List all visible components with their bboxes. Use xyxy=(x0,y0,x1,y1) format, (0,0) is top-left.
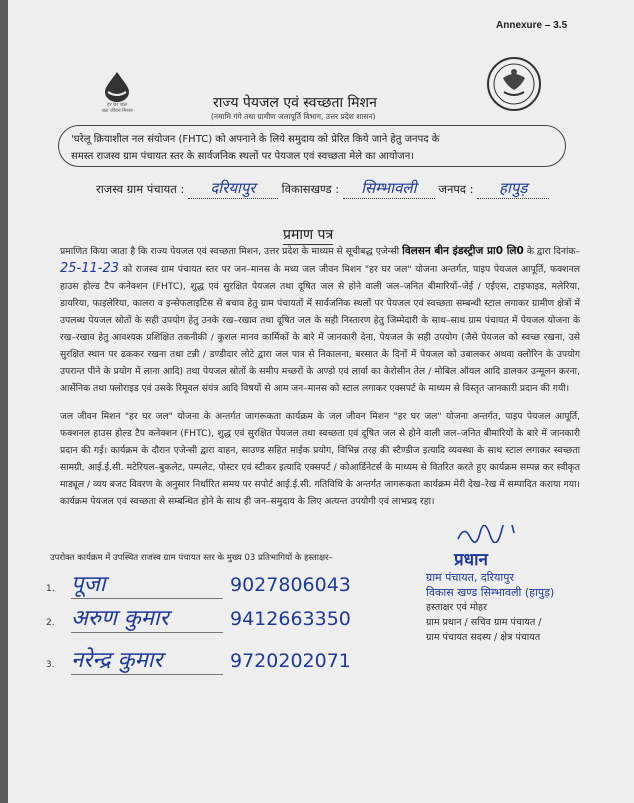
participant-phone: 9027806043 xyxy=(230,574,351,596)
stamp-title: प्रधान xyxy=(454,550,488,570)
participant-number: 2. xyxy=(46,618,55,628)
stamp-line-1: ग्राम पंचायत, दरियापुर xyxy=(426,571,515,584)
location-row xyxy=(96,178,549,199)
participant-row xyxy=(46,644,351,675)
signatory-block xyxy=(426,600,542,645)
participant-number: 1. xyxy=(46,584,55,594)
mission-subtitle: (नमामि गंगे तथा ग्रामीण जलापूर्ति विभाग, उत्तर प्रदेश शासन) xyxy=(211,112,376,121)
participant-name: पूजा xyxy=(71,568,223,599)
agency-name: विलसन बीन इंडस्ट्रीज प्रा0 लि0 xyxy=(402,245,524,257)
paragraph-1-intro: प्रमाणित किया जाता है कि राज्य पेयजल एवं स्वच्छता मिशन, उत्तर प्रदेश के माध्यम से सूचीबद्ध एजेन्सी xyxy=(60,246,400,257)
participants-heading: उपरोक्त कार्यक्रम में उपस्थित राजस्व ग्राम पंचायत स्तर के मुख्य 03 प्रतिभागियों के हस्ताक्षर– xyxy=(50,553,333,563)
participant-name: अरुण कुमार xyxy=(71,602,223,633)
campaign-line-2: समस्त राजस्व ग्राम पंचायत स्तर के सार्वजनिक स्थलों पर पेयजल एवं स्वच्छता मेले का आयोजन। xyxy=(71,151,415,162)
participant-row xyxy=(46,602,351,633)
district-label: जनपद : xyxy=(438,182,474,196)
participant-phone: 9720202071 xyxy=(230,650,351,672)
participant-number: 3. xyxy=(46,660,55,670)
gram-panchayat-label: राजस्व ग्राम पंचायत : xyxy=(96,182,185,196)
up-government-emblem xyxy=(486,56,542,116)
signatory-line-1: हस्ताक्षर एवं मोहर xyxy=(426,602,487,613)
jal-jeevan-mission-logo xyxy=(88,70,146,114)
certificate-page xyxy=(8,0,634,803)
mission-title: राज्य पेयजल एवं स्वच्छता मिशन xyxy=(213,95,377,111)
paragraph-1-date-label: के द्वारा दिनांक– xyxy=(526,246,581,257)
certificate-paragraph-1 xyxy=(60,243,580,397)
event-date: 25-11-23 xyxy=(60,261,120,276)
participant-name: नरेन्द्र कुमार xyxy=(71,644,223,675)
district-value: हापुड़ xyxy=(477,178,549,199)
water-drop-icon xyxy=(100,70,134,102)
signatory-line-2: ग्राम प्रधान / सचिव ग्राम पंचायत / xyxy=(426,617,542,628)
stamp-line-2: विकास खण्ड सिम्भावली (हापुड़) xyxy=(426,586,555,599)
gram-panchayat-value: दरियापुर xyxy=(188,178,278,199)
annexure-label: Annexure – 3.5 xyxy=(496,20,568,31)
logo-caption-1: हर घर जल xyxy=(107,102,127,108)
signatory-line-3: ग्राम पंचायत सदस्य / क्षेत्र पंचायत xyxy=(426,632,541,643)
block-value: सिम्भावली xyxy=(343,178,435,199)
participant-row xyxy=(46,568,351,599)
pradhan-signature-icon xyxy=(456,525,516,543)
logo-caption-2: जल जीवन मिशन xyxy=(101,108,133,114)
campaign-line-1: 'घरेलू क्रियाशील नल संयोजन (FHTC) को अपनाने के लिये समुदाय को प्रेरित किये जाने हेतु जनपद के xyxy=(71,134,440,145)
certificate-paragraph-2: जल जीवन मिशन "हर घर जल" योजना के अन्तर्गत जागरूकता कार्यक्रम के जल जीवन मिशन "हर घर जल" योजना अन्तर्गत, पाइप पेयजल आपूर्ति, फक्शनल हाउस होल्ड टैप कनेक्शन (FHTC), शुद्ध एवं सुरक्षित पेयजल तथा स्वच्छता एवं दूषित जल से होने वाली जल–जनित बीमारियों के बारे में जानकारी प्रदान की गई। कार्यक्रम के दौरान एजेन्सी द्वारा वाहन, साउण्ड सहित माईक प्रयोग, विभिन्न तरह की स्टैण्डीज इत्यादि व्यवस्था के साथ स्टाल लगाकर स्वच्छता सामग्री, आई.ई.सी. मटेरियल–बुकलेट, पम्पलेट, पोस्टर एवं स्टीकर इत्यादि एक्सपर्ट / कोआर्डिनेटर्स के माध्यम से वितरित करते हुए कार्यक्रम सम्पन्न कर स्वीकृत माड्यूल / व्यय बजट विवरण के अनुसार निर्धारित समय पर सपोर्ट आई.ई.सी. गतिविधि के अन्तर्गत जागरूकता कार्यक्रम मेरी देख–रेख में सम्पादित कराया गया। कार्यक्रम पेयजल एवं स्वच्छता से सम्बन्धित होने के साथ ही जन–समुदाय के लिए अत्यन्त उपयोगी एवं लाभप्रद रहा। xyxy=(60,411,580,507)
participant-phone: 9412663350 xyxy=(230,608,351,630)
pradhan-stamp xyxy=(426,525,554,600)
paragraph-1-body: को राजस्व ग्राम पंचायत स्तर पर जन–मानस के मध्य जल जीवन मिशन "हर घर जल" योजना अन्तर्गत, पाइप पेयजल आपूर्ति, फक्शनल हाउस होल्ड टैप कनेक्शन (FHTC), शुद्ध एवं सुरक्षित पेयजल तथा दूषित जल से होने वाली जल–जनित बीमारियों–जेई / एईएस, टाइफाइड, मलेरिया, डायरिया, फाइलेरिया, कालरा व इन्सेफलाइटिस से बचाव हेतु ग्राम पंचायतों में सार्वजनिक स्थलों पर पेयजल एवं स्वच्छता सम्बन्धी स्टाल लगाकर ग्रामीण क्षेत्रों में उपलब्ध पेयजल स्रोतों के सही उपयोग हेतु उनके रख–रखाव तथा दूषित जल के सही निस्तारण हेतु जिम्मेदारी के साथ–साथ ग्राम पंचायत में पेयजल योजना के रख–रखाव हेतु आवश्यक प्रशिक्षित तकनीकी / कुशल मानव कार्मिकों के बारे में जानकारी देना, पेयजल के सही उपयोग (जैसे पेयजल को स्वच्छ रखना, उसे सुरक्षित स्थान पर ढककर रखना तथा टन्नी / डण्डीदार लोटे द्वारा जल पात्र से निकालना, बरसात के दिनों में पेयजल को उबालकर अथवा क्लोरिन के उपयोग उपरान्त पीने के प्रयोग में लाना आदि) तथा पेयजल स्रोतों के समीप मच्छरों के अण्डो एवं लार्वा का केरोसीन तेल / मोबिल ऑयल आदि डालकर उन्मूलन करना, आर्सेनिक तथा फ्लोराइड एवं उसके रिमूवल संयंत्र आदि विषयों से आम जन–मानस को स्टाल लगाकर एक्सपर्ट के माध्यम से विस्तृत जानकारी प्रदान की गयी। xyxy=(60,264,581,394)
campaign-box xyxy=(58,125,566,167)
certificate-title: प्रमाण पत्र xyxy=(283,227,334,243)
block-label: विकासखण्ड : xyxy=(281,182,340,196)
